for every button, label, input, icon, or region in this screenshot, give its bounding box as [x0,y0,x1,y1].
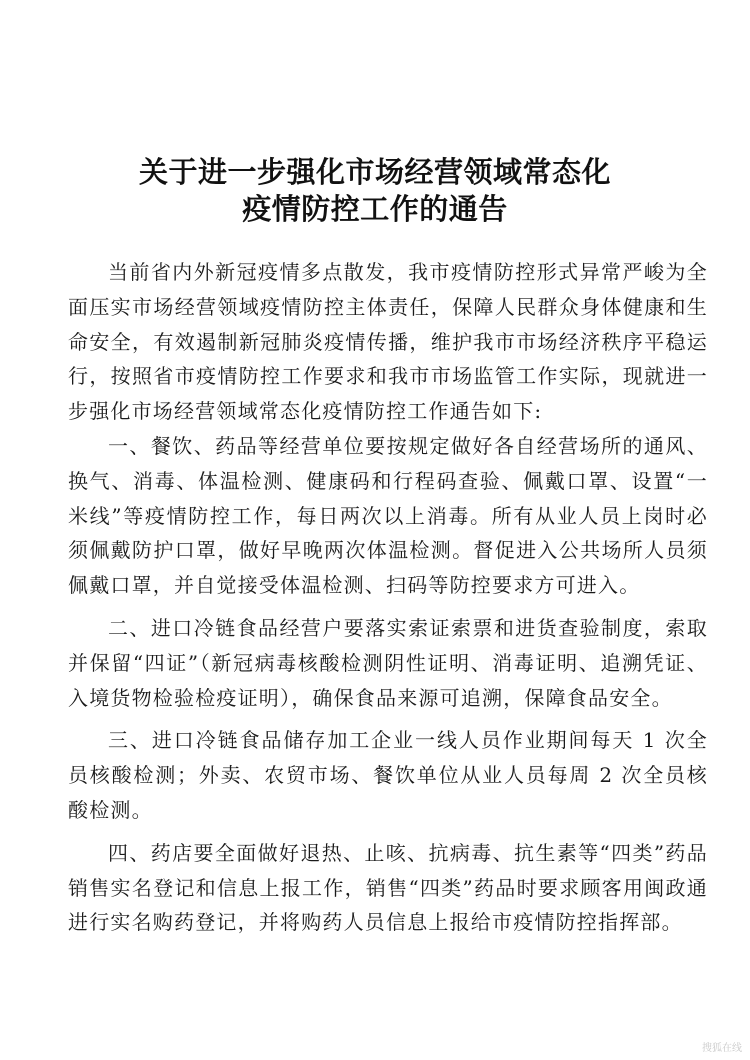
paragraph-item-1: 一、餐饮、药品等经营单位要按规定做好各自经营场所的通风、换气、消毒、体温检测、健康码和行程码查验、佩戴口罩、设置“一米线”等疫情防控工作，每日两次以上消毒。所有从业人员上岗时必须佩戴防护口罩，做好早晚两次体温检测。督促进入公共场所人员须佩戴口罩，并自觉接受体温检测、扫码等防控要求方可进入。 [68,433,708,598]
paragraph-item-2: 二、进口冷链食品经营户要落实索证索票和进货查验制度，索取并保留“四证”（新冠病毒核酸检测阴性证明、消毒证明、追溯凭证、入境货物检验检疫证明），确保食品来源可追溯，保障食品安全。 [68,615,708,710]
document-body [68,255,708,940]
document-title-line-1: 关于进一步强化市场经营领域常态化 [138,155,611,189]
document-title-line-2: 疫情防控工作的通告 [242,192,508,226]
paragraph-item-4: 四、药店要全面做好退热、止咳、抗病毒、抗生素等“四类”药品销售实名登记和信息上报工作，销售“四类”药品时要求顾客用闽政通进行实名购药登记，并将购药人员信息上报给市疫情防控指挥部。 [68,840,708,935]
paragraph-item-3: 三、进口冷链食品储存加工企业一线人员作业期间每天 1 次全员核酸检测；外卖、农贸市场、餐饮单位从业人员每周 2 次全员核酸检测。 [68,728,708,822]
watermark: 搜狐在线 [702,1043,742,1054]
paragraph-intro: 当前省内外新冠疫情多点散发，我市疫情防控形式异常严峻为全面压实市场经营领域疫情防控主体责任，保障人民群众身体健康和生命安全，有效遏制新冠肺炎疫情传播，维护我市市场经济秩序平稳运行，按照省市疫情防控工作要求和我市市场监管工作实际，现就进一步强化市场经营领域常态化疫情防控工作通告如下: [68,260,708,424]
